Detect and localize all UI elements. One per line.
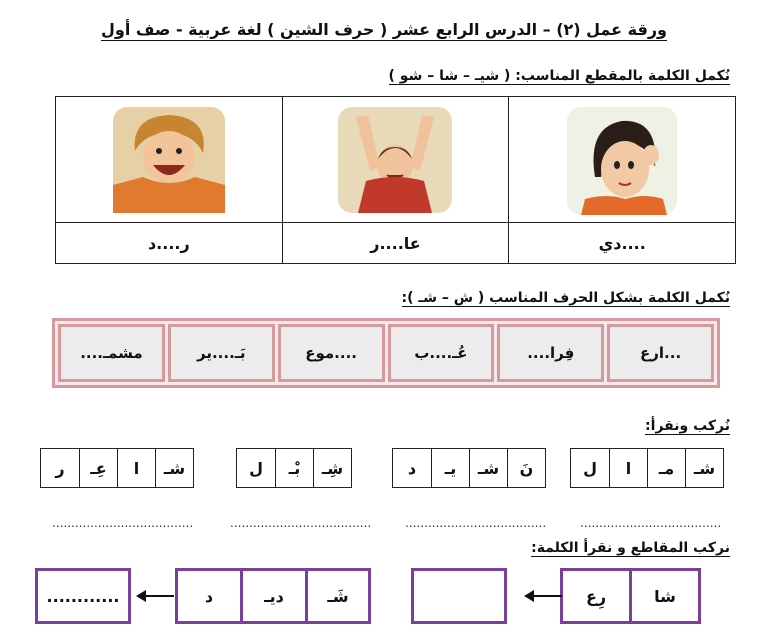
letter-cell: شِـ: [313, 449, 351, 487]
answer-box-1[interactable]: [414, 568, 507, 624]
letter-group-1: [570, 448, 724, 488]
word-box: ...ارع: [607, 324, 714, 382]
letter-cell: د: [407, 458, 417, 478]
letter-cell: ر: [55, 458, 65, 478]
letter-shape-row: [52, 318, 720, 388]
letter-cell: ل: [583, 458, 597, 478]
section4-heading: نركب المقاطع و نقرأ الكلمة:: [531, 540, 730, 556]
syllable-box: شا: [629, 568, 701, 624]
word-box: بَـ....ير: [168, 324, 275, 382]
page-title: ورقة عمل (٢) – الدرس الرابع عشر ( حرف الشين ) لغة عربية - صف أول: [100, 20, 667, 39]
word-3: ر....د: [147, 233, 190, 253]
syllable-box: ديـ: [240, 568, 308, 624]
letter-cell: عِـ: [79, 449, 117, 487]
letter-cell: ا: [609, 449, 647, 487]
word-box: فِرا....: [497, 324, 604, 382]
letter-cell: نَ: [507, 449, 545, 487]
answer-line[interactable]: .....................................: [580, 516, 722, 530]
answer-line[interactable]: .....................................: [230, 516, 372, 530]
man-cheering-picture: [338, 107, 452, 213]
picture-word-table: [55, 96, 736, 264]
letter-cell: شـ: [155, 449, 193, 487]
letter-cell: مـ: [647, 449, 685, 487]
section2-heading: نُكمل الكلمة بشكل الحرف المناسب ( ش – شـ ):: [401, 290, 730, 306]
answer-box[interactable]: [411, 568, 507, 624]
letter-cell: يـ: [431, 449, 469, 487]
word-box: مشمـ....: [58, 324, 165, 382]
letter-group-2: [392, 448, 546, 488]
letter-cell: ا: [117, 449, 155, 487]
word-box: ....موع: [278, 324, 385, 382]
syllable-group-1: [563, 568, 701, 624]
word-2: عا....ر: [370, 233, 421, 253]
arrow-left-icon: [522, 586, 564, 606]
letter-cell: شـ: [685, 449, 723, 487]
syllable-box: د: [175, 568, 243, 624]
letter-group-4: [40, 448, 194, 488]
syllable-box: رِع: [560, 568, 632, 624]
boy-pointing-head-picture: [567, 107, 677, 215]
picture-word-cell: [508, 97, 735, 263]
picture-word-cell: [56, 97, 282, 263]
letter-group-3: [236, 448, 352, 488]
happy-man-picture: [113, 107, 225, 213]
answer-box[interactable]: ............: [35, 568, 131, 624]
answer-line[interactable]: .....................................: [52, 516, 194, 530]
word-box: عُـ....ب: [388, 324, 495, 382]
section3-heading: نُركب ونقرأ:: [645, 418, 730, 434]
letter-cell: ل: [249, 458, 263, 478]
letter-cell: شـ: [469, 449, 507, 487]
picture-word-cell: [282, 97, 509, 263]
word-1: ....دي: [598, 233, 646, 253]
answer-box-2[interactable]: [38, 568, 131, 624]
answer-line[interactable]: .....................................: [405, 516, 547, 530]
arrow-left-icon: [134, 586, 176, 606]
section1-heading: نُكمل الكلمة بالمقطع المناسب: ( شيـ – شا – شو ): [388, 68, 730, 84]
syllable-group-2: [178, 568, 371, 624]
letter-cell: بْـ: [275, 449, 313, 487]
syllable-box: شَـ: [305, 568, 371, 624]
